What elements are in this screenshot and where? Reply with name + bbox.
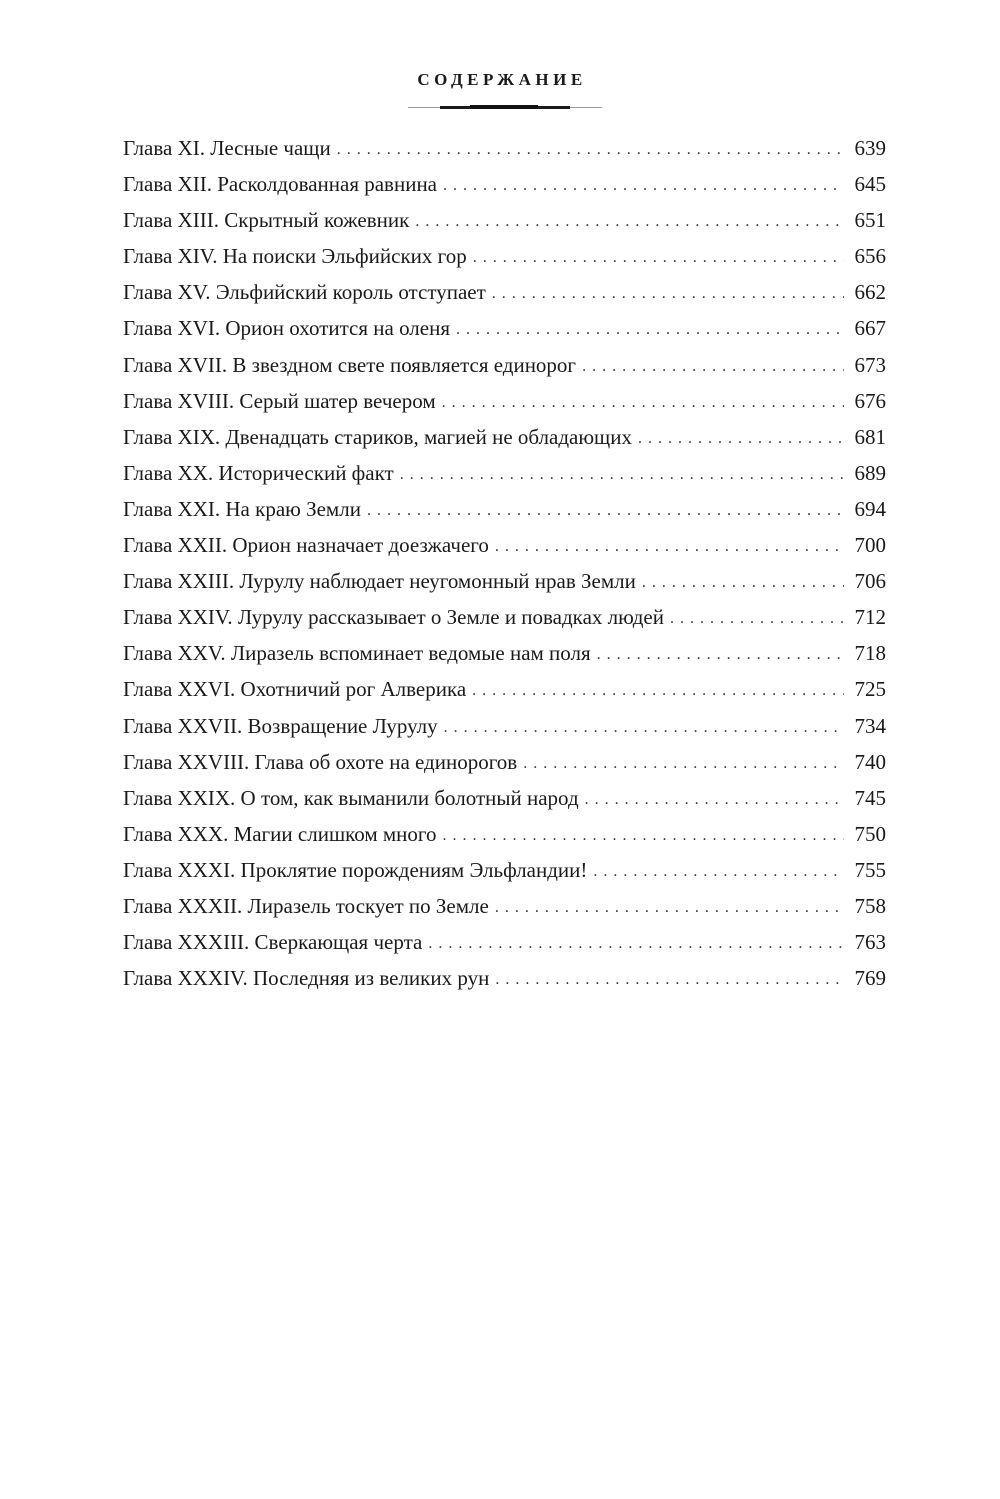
toc-entry[interactable]	[123, 780, 886, 816]
toc-entry-page: 673	[854, 352, 886, 377]
toc-entry-title: Глава XXVIII. Глава об охоте на единорогов	[123, 749, 518, 774]
toc-entry-title: Глава XII. Расколдованная равнина	[123, 172, 438, 197]
table-of-contents	[123, 130, 886, 996]
toc-entry-page: 740	[854, 749, 886, 774]
toc-dot-leader	[472, 673, 844, 709]
toc-dot-leader	[400, 457, 844, 493]
toc-entry-title: Глава XXXIV. Последняя из великих рун	[123, 966, 490, 991]
toc-entry[interactable]	[123, 635, 886, 671]
toc-dot-leader	[638, 421, 844, 457]
toc-entry[interactable]	[123, 491, 886, 527]
toc-entry[interactable]	[123, 527, 886, 563]
toc-entry-page: 718	[854, 641, 886, 666]
toc-entry-title: Глава XXVI. Охотничий рог Алверика	[123, 677, 467, 702]
toc-dot-leader	[443, 818, 844, 854]
page-title: СОДЕРЖАНИЕ	[417, 70, 587, 89]
toc-entry-title: Глава XXX. Магии слишком много	[123, 821, 437, 846]
toc-dot-leader	[670, 601, 844, 637]
toc-entry[interactable]	[123, 166, 886, 202]
toc-entry-title: Глава XIII. Скрытный кожевник	[123, 208, 410, 233]
toc-entry-title: Глава XIX. Двенадцать стариков, магией не обладающих	[123, 424, 632, 449]
toc-dot-leader	[593, 854, 844, 890]
toc-dot-leader	[495, 890, 844, 926]
toc-entry-page: 769	[854, 966, 886, 991]
toc-entry[interactable]	[123, 816, 886, 852]
toc-entry[interactable]	[123, 202, 886, 238]
toc-entry-title: Глава XXXII. Лиразель тоскует по Земле	[123, 893, 489, 918]
toc-entry-title: Глава XX. Исторический факт	[123, 460, 394, 485]
page-header	[0, 70, 1000, 90]
toc-entry[interactable]	[123, 599, 886, 635]
toc-entry-page: 662	[854, 280, 886, 305]
toc-entry[interactable]	[123, 130, 886, 166]
toc-dot-leader	[415, 204, 844, 240]
toc-entry-title: Глава XXV. Лиразель вспоминает ведомые нам поля	[123, 641, 591, 666]
toc-entry[interactable]	[123, 960, 886, 996]
toc-entry-title: Глава XV. Эльфийский король отступает	[123, 280, 486, 305]
toc-entry[interactable]	[123, 310, 886, 346]
toc-entry-title: Глава XVI. Орион охотится на оленя	[123, 316, 450, 341]
toc-entry-title: Глава XXIX. О том, как выманили болотный народ	[123, 785, 579, 810]
toc-entry-page: 645	[854, 172, 886, 197]
toc-entry-page: 750	[854, 821, 886, 846]
toc-entry-page: 676	[854, 388, 886, 413]
toc-dot-leader	[597, 637, 844, 673]
toc-dot-leader	[443, 168, 844, 204]
toc-dot-leader	[456, 312, 844, 348]
toc-dot-leader	[642, 565, 844, 601]
toc-entry-title: Глава XIV. На поиски Эльфийских гор	[123, 244, 467, 269]
toc-entry-page: 763	[854, 930, 886, 955]
toc-entry[interactable]	[123, 852, 886, 888]
toc-dot-leader	[337, 132, 844, 168]
toc-entry[interactable]	[123, 383, 886, 419]
toc-entry-page: 689	[854, 460, 886, 485]
toc-entry-title: Глава XXVII. Возвращение Лурулу	[123, 713, 438, 738]
toc-entry-page: 694	[854, 496, 886, 521]
toc-entry-page: 745	[854, 785, 886, 810]
toc-entry-title: Глава XXII. Орион назначает доезжачего	[123, 533, 489, 558]
toc-dot-leader	[582, 349, 844, 385]
toc-entry-page: 712	[854, 605, 886, 630]
toc-entry[interactable]	[123, 274, 886, 310]
toc-entry-title: Глава XXIII. Лурулу наблюдает неугомонный нрав Земли	[123, 569, 636, 594]
toc-dot-leader	[492, 276, 844, 312]
toc-entry-title: Глава XVII. В звездном свете появляется единорог	[123, 352, 577, 377]
toc-entry[interactable]	[123, 347, 886, 383]
toc-entry-page: 700	[854, 533, 886, 558]
toc-dot-leader	[495, 962, 844, 998]
toc-entry[interactable]	[123, 238, 886, 274]
toc-dot-leader	[444, 710, 844, 746]
toc-entry-page: 656	[854, 244, 886, 269]
toc-entry-page: 639	[854, 136, 886, 160]
toc-entry-title: Глава XI. Лесные чащи	[123, 136, 331, 160]
toc-entry-page: 725	[854, 677, 886, 702]
toc-entry[interactable]	[123, 671, 886, 707]
toc-entry[interactable]	[123, 744, 886, 780]
toc-entry-page: 651	[854, 208, 886, 233]
toc-entry-page: 734	[854, 713, 886, 738]
toc-dot-leader	[585, 782, 844, 818]
toc-dot-leader	[473, 240, 844, 276]
toc-entry-page: 681	[854, 424, 886, 449]
toc-dot-leader	[367, 493, 844, 529]
toc-entry[interactable]	[123, 455, 886, 491]
toc-entry[interactable]	[123, 888, 886, 924]
toc-entry[interactable]	[123, 419, 886, 455]
toc-entry[interactable]	[123, 708, 886, 744]
toc-entry-title: Глава XXXIII. Сверкающая черта	[123, 930, 423, 955]
toc-entry-page: 706	[854, 569, 886, 594]
title-rule-ornament-center	[470, 105, 538, 109]
toc-entry-title: Глава XXIV. Лурулу рассказывает о Земле и повадках людей	[123, 605, 664, 630]
toc-entry-title: Глава XXXI. Проклятие порождениям Эльфландии!	[123, 857, 588, 882]
toc-entry-title: Глава XVIII. Серый шатер вечером	[123, 388, 436, 413]
toc-entry-page: 667	[854, 316, 886, 341]
toc-dot-leader	[442, 385, 844, 421]
toc-dot-leader	[523, 746, 844, 782]
toc-dot-leader	[428, 926, 844, 962]
toc-dot-leader	[495, 529, 844, 565]
toc-entry-page: 758	[854, 893, 886, 918]
toc-entry[interactable]	[123, 924, 886, 960]
toc-entry-page: 755	[854, 857, 886, 882]
toc-entry[interactable]	[123, 563, 886, 599]
toc-entry-title: Глава XXI. На краю Земли	[123, 496, 361, 521]
